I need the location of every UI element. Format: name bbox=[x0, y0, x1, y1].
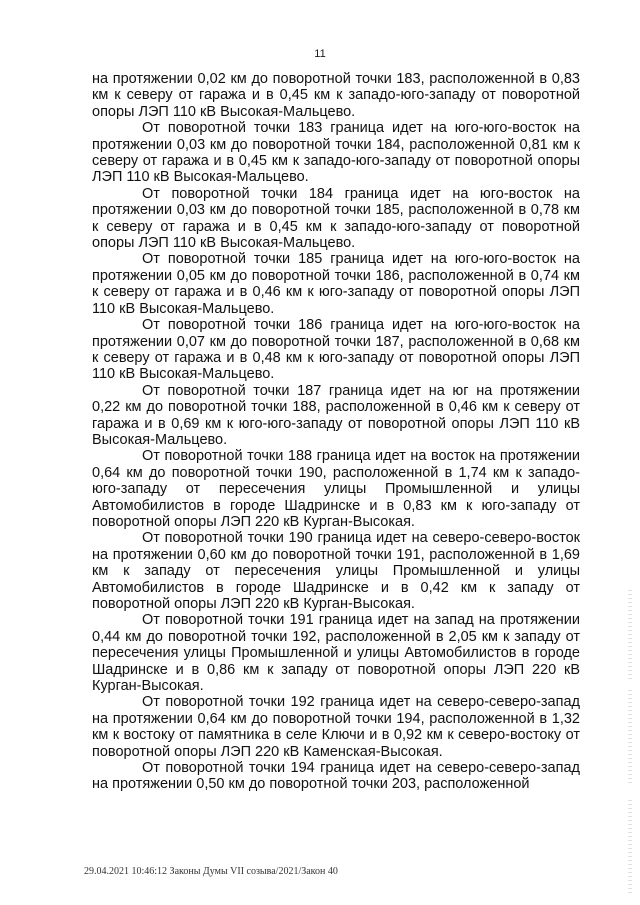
page-number: 11 bbox=[314, 48, 326, 60]
paragraph-10: От поворотной точки 192 граница идет на северо-северо-запад на протяжении 0,64 км до поворотной точки 194, расположенной в 1,32 км к востоку от памятника в селе Ключи и в 0,92 км к северо-востоку от поворотной опоры ЛЭП 220 кВ Каменская-Высокая. bbox=[92, 694, 580, 760]
margin-stamp-mark bbox=[628, 590, 632, 680]
document-footer: 29.04.2021 10:46:12 Законы Думы VII созыва/2021/Закон 40 bbox=[84, 866, 338, 877]
paragraph-1: на протяжении 0,02 км до поворотной точки 183, расположенной в 0,83 км к северу от гаража и в 0,45 км к западо-юго-западу от поворотной опоры ЛЭП 110 кВ Высокая-Мальцево. bbox=[92, 71, 580, 120]
paragraph-5: От поворотной точки 186 граница идет на юго-юго-восток на протяжении 0,07 км до поворотной точки 187, расположенной в 0,68 км к северу от гаража и в 0,48 км к юго-западу от поворотной опоры ЛЭП 110 кВ Высокая-Мальцево. bbox=[92, 317, 580, 383]
paragraph-11: От поворотной точки 194 граница идет на северо-северо-запад на протяжении 0,50 км до поворотной точки 203, расположенной bbox=[92, 760, 580, 793]
margin-stamp-mark bbox=[628, 800, 632, 895]
paragraph-2: От поворотной точки 183 граница идет на юго-юго-восток на протяжении 0,03 км до поворотной точки 184, расположенной 0,81 км к северу от гаража и в 0,45 км к западо-юго-западу от поворотной опоры ЛЭП 110 кВ Высокая-Мальцево. bbox=[92, 120, 580, 186]
paragraph-6: От поворотной точки 187 граница идет на юг на протяжении 0,22 км до поворотной точки 188, расположенной в 0,46 км к северу от гаража и в 0,69 км к юго-юго-западу от поворотной опоры ЛЭП 110 кВ Высокая-Мальцево. bbox=[92, 382, 580, 448]
paragraph-4: От поворотной точки 185 граница идет на юго-юго-восток на протяжении 0,05 км до поворотной точки 186, расположенной в 0,74 км к северу от гаража и в 0,46 км к юго-западу от поворотной опоры ЛЭП 110 кВ Высокая-Мальцево. bbox=[92, 251, 580, 317]
paragraph-9: От поворотной точки 191 граница идет на запад на протяжении 0,44 км до поворотной точки 192, расположенной в 2,05 км к западу от пересечения улицы Промышленной и улицы Автомобилистов в городе Шадринске и в 0,86 км к западу от поворотной опоры ЛЭП 220 кВ Курган-Высокая. bbox=[92, 612, 580, 695]
document-body bbox=[92, 71, 580, 793]
paragraph-3: От поворотной точки 184 граница идет на юго-восток на протяжении 0,03 км до поворотной точки 185, расположенной в 0,78 км к северу от гаража и в 0,45 км к западо-юго-западу от поворотной опоры ЛЭП 110 кВ Высокая-Мальцево. bbox=[92, 185, 580, 252]
margin-stamp-mark bbox=[628, 690, 632, 785]
paragraph-7: От поворотной точки 188 граница идет на восток на протяжении 0,64 км до поворотной точки 190, расположенной в 1,74 км к западо-юго-западу от пересечения улицы Промышленной и улицы Автомобилистов в городе Шадринске и в 0,83 км к юго-западу от поворотной опоры ЛЭП 220 кВ Курган-Высокая. bbox=[92, 448, 580, 530]
paragraph-8: От поворотной точки 190 граница идет на северо-северо-восток на протяжении 0,60 км до поворотной точки 191, расположенной в 1,69 км к западу от пересечения улицы Промышленной и улицы Автомобилистов в городе Шадринске и в 0,42 км к западу от поворотной опоры ЛЭП 220 кВ Курган-Высокая. bbox=[92, 530, 580, 612]
